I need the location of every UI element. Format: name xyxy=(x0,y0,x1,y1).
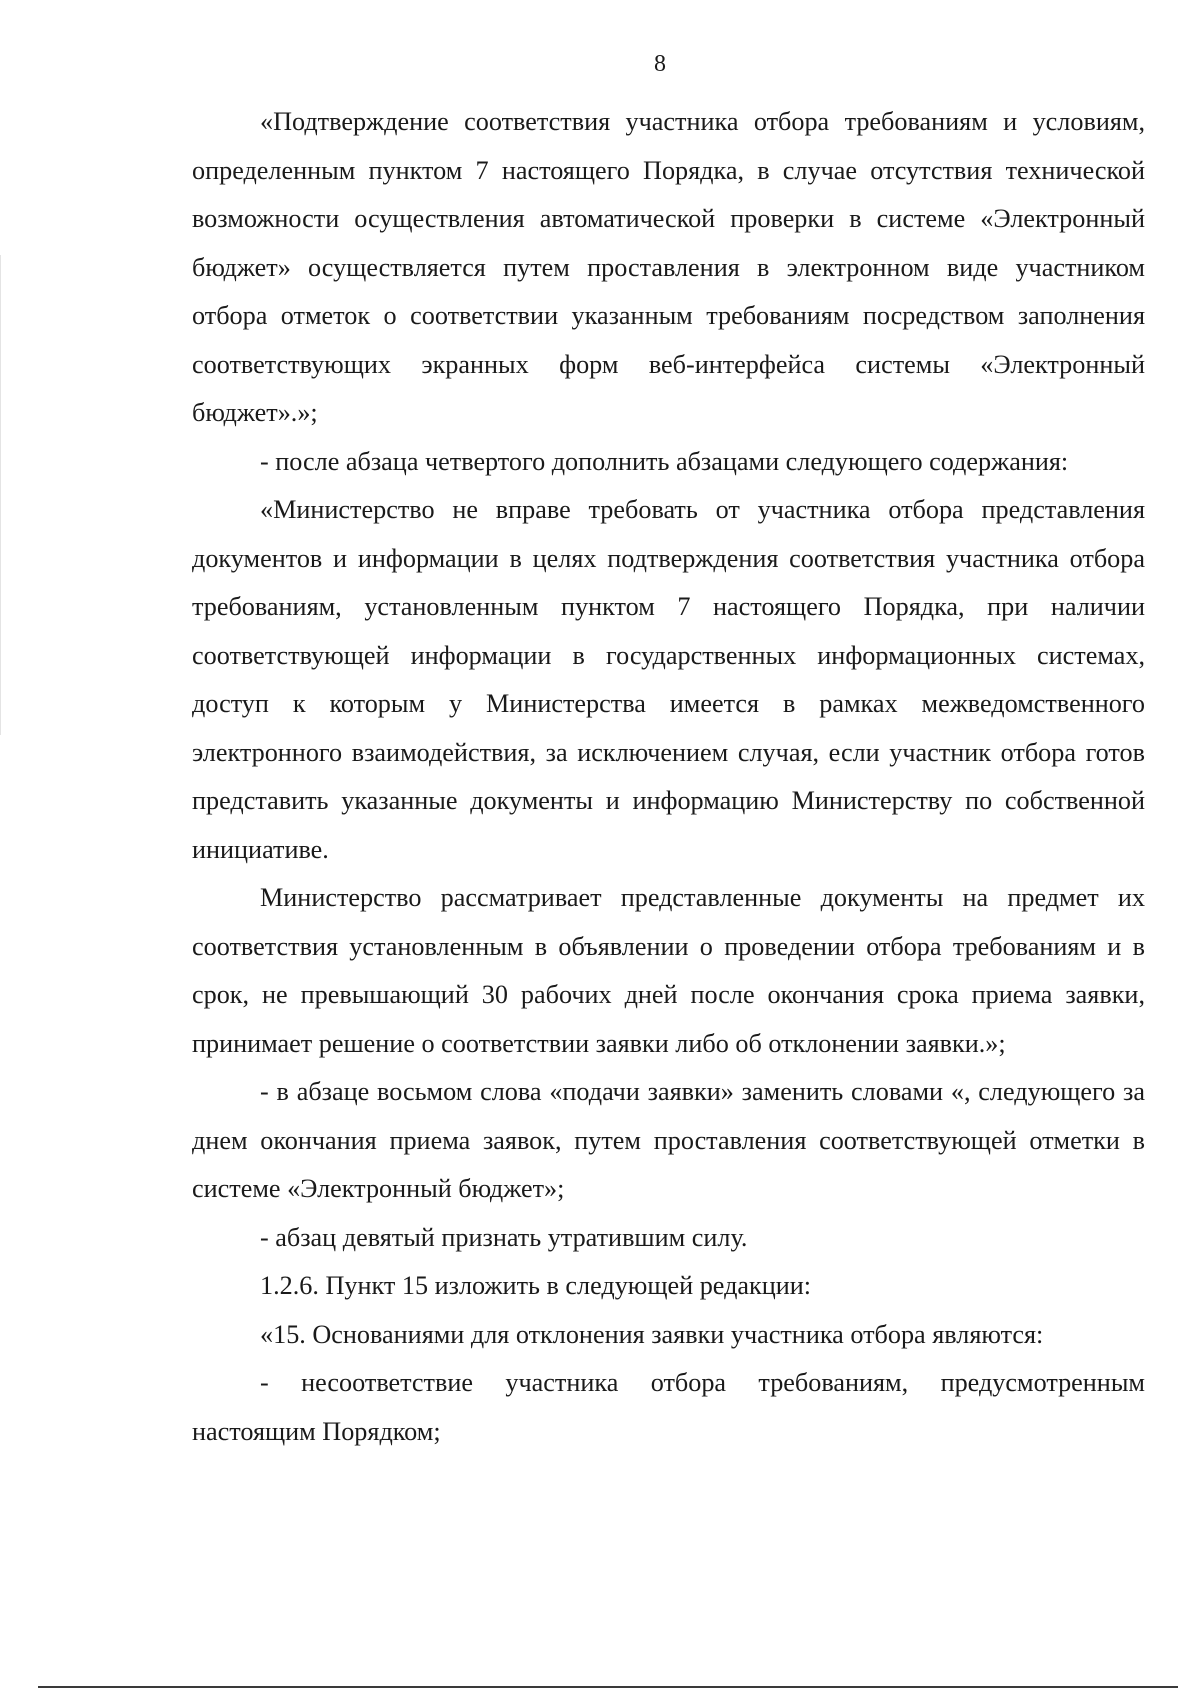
paragraph-non-compliance: - несоответствие участника отбора требованиям, предусмотренным настоящим Порядком; xyxy=(192,1368,1145,1446)
paragraph-point-15: «15. Основаниями для отклонения заявки участника отбора являются: xyxy=(260,1319,1044,1349)
paragraph-add-after-fourth: - после абзаца четвертого дополнить абзацами следующего содержания: xyxy=(260,446,1069,476)
paragraph-ministry-not-entitled: «Министерство не вправе требовать от участника отбора представления документов и информации в целях подтверждения соответствия участника отбора требованиям, установленным пунктом 7 настоящего Порядка, при наличии соответствующей информации в государственных информационных системах, доступ к которым у Министерства имеется в рамках межведомственного электронного взаимодействия, за исключением случая, если участник отбора готов представить указанные документы и информацию Министерству по собственной инициативе. xyxy=(192,495,1145,864)
paragraph-item-1-2-6: 1.2.6. Пункт 15 изложить в следующей редакции: xyxy=(260,1271,812,1300)
paragraph-confirmation-procedure: «Подтверждение соответствия участника отбора требованиям и условиям, определенным пунктом 7 настоящего Порядка, в случае отсутствия технической возможности осуществления автоматической проверки в системе «Электронный бюджет» осуществляется путем проставления в электронном виде участником отбора отметок о соответствии указанным требованиям посредством заполнения соответствующих экранных форм веб-интерфейса системы «Электронный бюджет».»; xyxy=(192,107,1145,427)
bottom-rule xyxy=(38,1686,1178,1688)
document-body xyxy=(192,98,1145,1456)
paragraph-ministry-reviews: Министерство рассматривает представленные документы на предмет их соответствия установленным в объявлении о проведении отбора требованиям и в срок, не превышающий 30 рабочих дней после окончания срока приема заявки, принимает решение о соответствии заявки либо об отклонении заявки.»; xyxy=(192,883,1145,1058)
page-number: 8 xyxy=(654,51,666,77)
scan-edge-mark xyxy=(0,255,1,735)
paragraph-ninth-invalid: - абзац девятый признать утратившим силу. xyxy=(260,1222,748,1252)
paragraph-eighth-words-replace: - в абзаце восьмом слова «подачи заявки» заменить словами «, следующего за днем окончания приема заявок, путем проставления соответствующей отметки в системе «Электронный бюджет»; xyxy=(192,1077,1145,1203)
